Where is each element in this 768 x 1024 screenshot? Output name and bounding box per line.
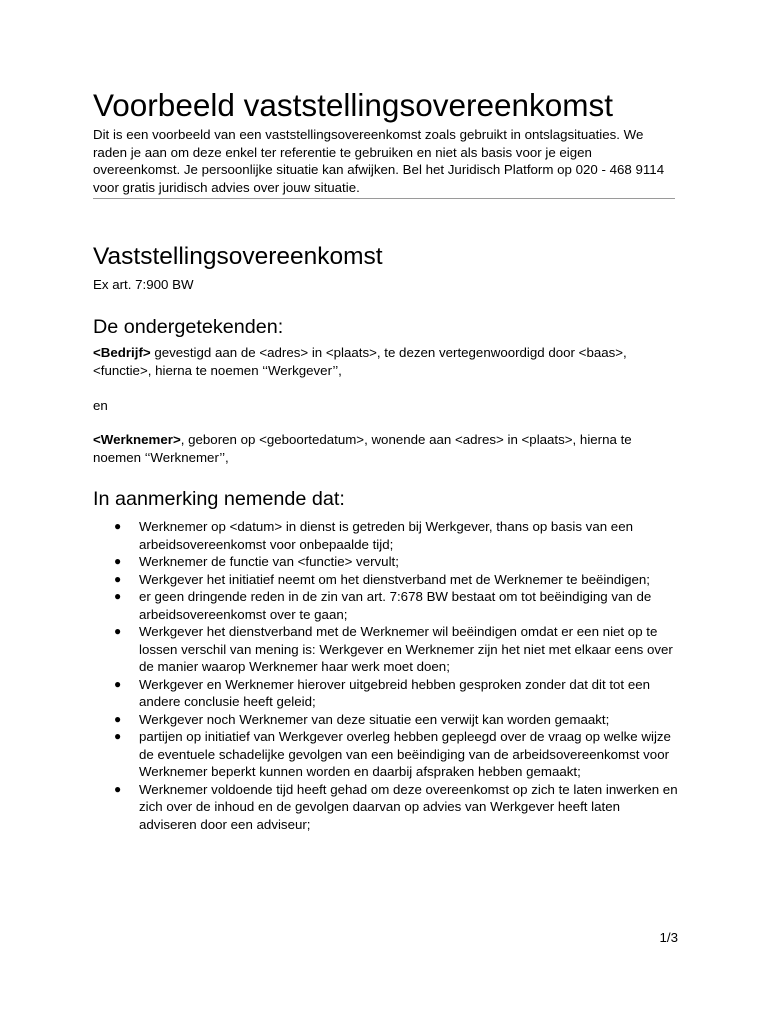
- employer-paragraph: [93, 344, 678, 379]
- bullet-icon: ●: [114, 571, 122, 586]
- list-item: [93, 588, 678, 623]
- list-item: [93, 553, 678, 571]
- bullet-icon: ●: [114, 589, 122, 603]
- list-item: [93, 711, 678, 729]
- list-item-text: Werkgever en Werknemer hierover uitgebreid hebben gesproken zonder dat dit tot een andere conclusie heeft geleid;: [139, 676, 651, 709]
- employer-name: <Bedrijf>: [93, 345, 151, 360]
- employee-paragraph: [93, 431, 678, 466]
- list-item: [93, 676, 678, 711]
- horizontal-divider: [93, 198, 675, 199]
- considerations-list: [93, 518, 678, 833]
- employer-details: gevestigd aan de <adres> in <plaats>, te dezen vertegenwoordigd door <baas>, <functie>, hierna te noemen ‘‘Werkgever’’,: [93, 345, 627, 378]
- list-item: [93, 781, 678, 834]
- bullet-icon: ●: [114, 676, 122, 691]
- bullet-icon: ●: [114, 711, 122, 726]
- bullet-icon: ●: [114, 781, 122, 796]
- list-item: [93, 728, 678, 781]
- conjunction-text: en: [93, 398, 108, 413]
- list-item-text: Werkgever het initiatief neemt om het dienstverband met de Werknemer te beëindigen;: [139, 571, 650, 587]
- list-item-text: Werknemer voldoende tijd heeft gehad om deze overeenkomst op zich te laten inwerken en zich over de inhoud en de gevolgen daarvan op advies van Werkgever heeft laten adviseren door een adviseur;: [139, 781, 678, 832]
- list-item-text: Werknemer op <datum> in dienst is getreden bij Werkgever, thans op basis van een arbeidsovereenkomst voor onbepaalde tijd;: [139, 519, 633, 552]
- list-item-text: Werkgever noch Werknemer van deze situatie een verwijt kan worden gemaakt;: [139, 711, 610, 727]
- list-item-text: Werknemer de functie van <functie> vervult;: [139, 554, 399, 569]
- parties-heading: De ondergetekenden:: [93, 316, 284, 338]
- agreement-heading: Vaststellingsovereenkomst: [93, 243, 383, 270]
- list-item-text: er geen dringende reden in de zin van art. 7:678 BW bestaat om tot beëindiging van de arbeidsovereenkomst over te gaan;: [139, 589, 652, 622]
- considerations-heading: In aanmerking nemende dat:: [93, 488, 345, 510]
- employee-name: <Werknemer>: [93, 432, 181, 447]
- employee-details: , geboren op <geboortedatum>, wonende aan <adres> in <plaats>, hierna te noemen ‘‘Werknemer’’,: [93, 432, 632, 465]
- legal-reference: Ex art. 7:900 BW: [93, 277, 194, 292]
- bullet-icon: ●: [114, 519, 122, 533]
- bullet-icon: ●: [114, 554, 122, 568]
- list-item-text: partijen op initiatief van Werkgever overleg hebben gepleegd over de vraag op welke wijze de eventuele schadelijke gevolgen van een beëindiging van de arbeidsovereenkomst voor Werknemer beperkt kunnen worden en daarbij afspraken hebben gemaakt;: [139, 729, 671, 779]
- list-item-text: Werkgever het dienstverband met de Werknemer wil beëindigen omdat er een niet op te lossen verschil van mening is: Werkgever en Werknemer zijn het niet met elkaar eens over de manier waarop Werknemer haar werk moet doen;: [139, 624, 673, 674]
- intro-paragraph: Dit is een voorbeeld van een vaststellingsovereenkomst zoals gebruikt in ontslagsituaties. We raden je aan om deze enkel ter referentie te gebruiken en niet als basis voor je eigen overeenkomst. Je persoonlijke situatie kan afwijken. Bel het Juridisch Platform op 020 - 468 9114 voor gratis juridisch advies over jouw situatie.: [93, 127, 665, 195]
- list-item: [93, 623, 678, 676]
- list-item: [93, 518, 678, 553]
- page-number: 1/3: [659, 930, 678, 945]
- bullet-icon: ●: [114, 624, 122, 638]
- bullet-icon: ●: [114, 729, 122, 743]
- document-title: Voorbeeld vaststellingsovereenkomst: [93, 87, 614, 123]
- list-item: [93, 571, 678, 589]
